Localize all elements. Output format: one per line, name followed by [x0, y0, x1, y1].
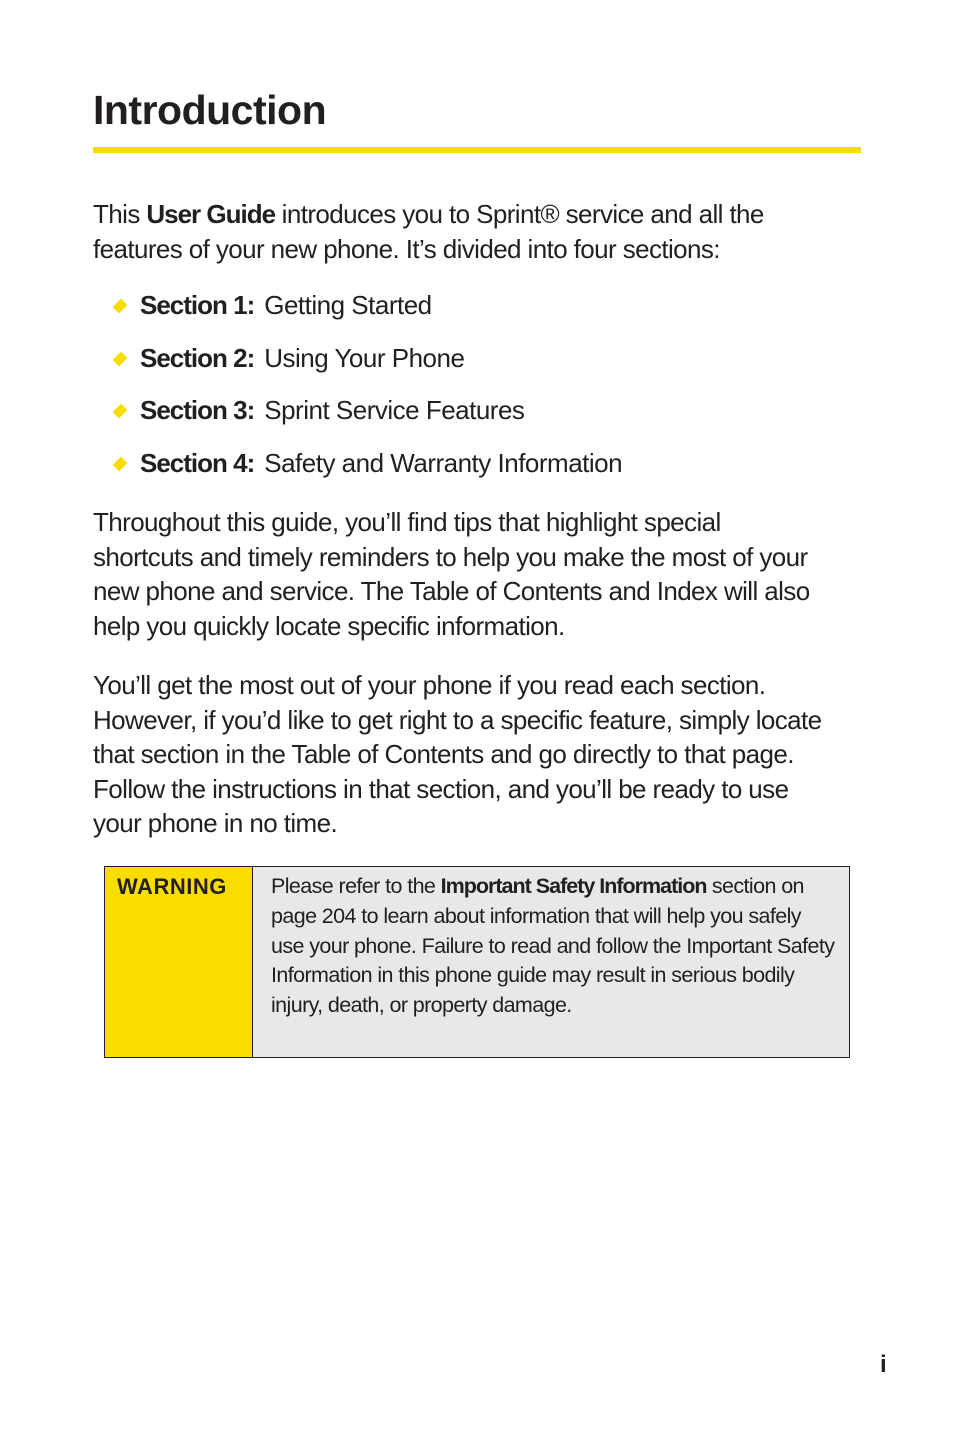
section-label: Section 4:: [140, 448, 255, 479]
section-item-1: [108, 288, 622, 341]
warning-text: [253, 867, 849, 1057]
section-name: Sprint Service Features: [264, 395, 525, 426]
section-item-4: [108, 446, 622, 499]
usage-paragraph: You’ll get the most out of your phone if you read each section. However, if you’d like to get right to a specific feature, simply locate that section in the Table of Contents and go directly to that page. Follow the instructions in that section, and you’ll be ready to use your phone in no time.: [93, 670, 822, 839]
diamond-bullet-icon: [113, 351, 128, 366]
section-item-3: [108, 393, 622, 446]
section-name: Using Your Phone: [264, 342, 465, 373]
tips-paragraph: Throughout this guide, you’ll find tips that highlight special shortcuts and timely reminders to help you make the most of your new phone and service. The Table of Contents and Index will also help you quickly locate specific information.: [93, 507, 810, 641]
diamond-bullet-icon: [113, 404, 128, 419]
page-title: Introduction: [93, 87, 327, 133]
warning-label-cell: [105, 867, 253, 1057]
section-name: Getting Started: [264, 290, 432, 320]
warning-box: [104, 866, 850, 1058]
important-safety-information-term: Important Safety Information: [440, 874, 707, 898]
diamond-bullet-icon: [113, 299, 128, 314]
intro-paragraph: [93, 197, 823, 266]
section-list: [108, 288, 622, 499]
section-name: Safety and Warranty Information: [264, 448, 623, 479]
warning-text-prefix: Please refer to the: [271, 874, 441, 898]
page-number: i: [880, 1351, 887, 1378]
section-label: Section 1:: [140, 290, 255, 320]
section-label: Section 2:: [140, 342, 255, 373]
intro-prefix: This: [93, 199, 147, 229]
warning-text-suffix: section on page 204 to learn about information that will help you safely use your phone. Failure to read and follow the Important Safety Information in this phone guide may result in serious bodily injury, death, or property damage.: [271, 874, 835, 1018]
user-guide-term: User Guide: [146, 199, 276, 229]
warning-label: WARNING: [117, 874, 227, 899]
title-underline-rule: [93, 147, 861, 153]
intro-suffix: introduces you to Sprint® service and all the features of your new phone. It’s divided into four sections:: [93, 199, 764, 264]
section-label: Section 3:: [140, 395, 255, 426]
section-item-2: [108, 341, 622, 394]
diamond-bullet-icon: [113, 457, 128, 472]
